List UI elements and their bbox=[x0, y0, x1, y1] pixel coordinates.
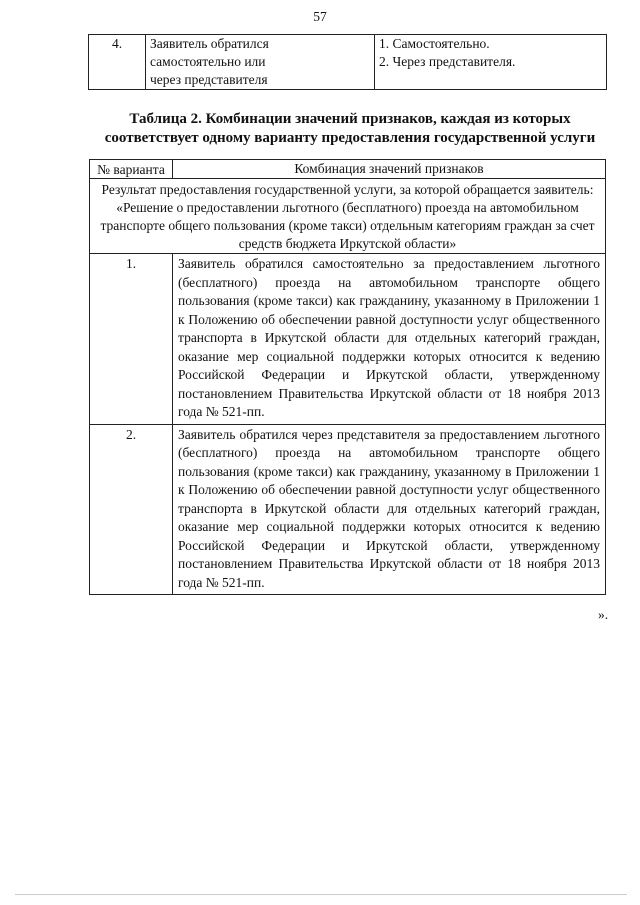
table-title-line: соответствует одному варианту предоставления государственной услуги bbox=[104, 130, 596, 146]
result-row bbox=[90, 179, 606, 254]
variant-number: 2. bbox=[90, 424, 173, 595]
criterion-line: Заявитель обратился bbox=[150, 36, 269, 51]
table-header-row bbox=[90, 160, 606, 179]
criterion-value: 2. Через представителя. bbox=[379, 54, 516, 69]
service-result: Результат предоставления государственной услуги, за которой обращается заявитель: «Решение о предоставлении льготного (бесплатного) проезда на автомобильном транспорте общего пользования (кроме такси) отдельным категориям граждан за счет средств бюджета Иркутской области» bbox=[90, 179, 606, 254]
page-number: 57 bbox=[313, 9, 327, 24]
criterion-line: через представителя bbox=[150, 72, 268, 87]
closing-quote: ». bbox=[598, 607, 609, 622]
header-combination: Комбинация значений признаков bbox=[173, 160, 606, 179]
variant-description: Заявитель обратился самостоятельно за предоставлением льготного (бесплатного) проезда на автомобильном транспорте общего пользования (кроме такси) как гражданину, указанному в Приложении 1 к Положению об обеспечении равной доступности услуг общественного транспорта в Иркутской области для отдельных категорий граждан, оказание мер социальной поддержки которых относится к ведению Российской Федерации и Иркутской области, утвержденному постановлением Правительства Иркутской области от 18 ноября 2013 года № 521-пп. bbox=[173, 254, 606, 425]
table-title-line: Таблица 2. Комбинации значений признаков, каждая из которых bbox=[129, 111, 571, 127]
criterion-values bbox=[375, 35, 607, 90]
variant-description: Заявитель обратился через представителя за предоставлением льготного (бесплатного) проезда на автомобильном транспорте общего пользования (кроме такси) как гражданину, указанному в Приложении 1 к Положению об обеспечении равной доступности услуг общественного транспорта в Иркутской области для отдельных категорий граждан, оказание мер социальной поддержки которых относится к ведению Российской Федерации и Иркутской области, утвержденному постановлением Правительства Иркутской области от 18 ноября 2013 года № 521-пп. bbox=[173, 424, 606, 595]
row-number: 4. bbox=[89, 35, 146, 90]
header-variant-number: № варианта bbox=[90, 160, 173, 179]
footer-divider bbox=[15, 894, 627, 895]
table-row bbox=[90, 424, 606, 595]
table-title bbox=[60, 110, 640, 148]
table-row bbox=[90, 254, 606, 425]
criterion-name bbox=[146, 35, 375, 90]
criterion-value: 1. Самостоятельно. bbox=[379, 36, 490, 51]
criterion-line: самостоятельно или bbox=[150, 54, 266, 69]
table-row bbox=[89, 35, 607, 90]
combinations-table bbox=[89, 159, 606, 595]
variant-number: 1. bbox=[90, 254, 173, 425]
criteria-table-fragment bbox=[88, 34, 607, 90]
